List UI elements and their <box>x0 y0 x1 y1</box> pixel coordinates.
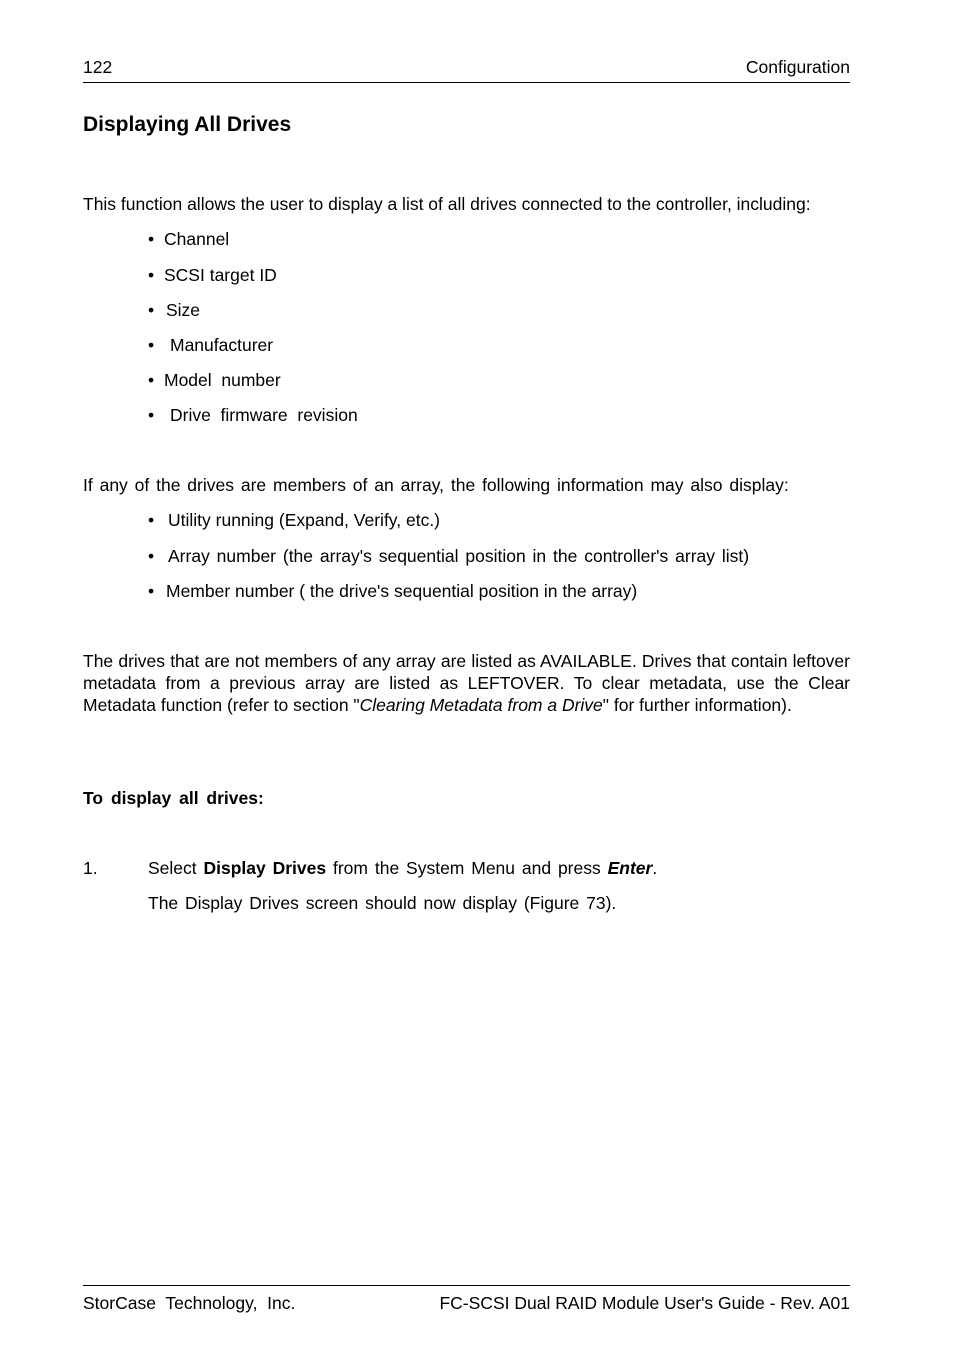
step-number: 1. <box>83 858 98 878</box>
header-divider <box>83 82 850 83</box>
list-item: • Size <box>148 300 201 320</box>
list-item: • Drive firmware revision <box>148 405 358 425</box>
bullet-icon: • <box>148 300 155 320</box>
bullet-icon: • <box>148 265 155 285</box>
page-number: 122 <box>83 57 113 77</box>
footer-company: StorCase Technology, Inc. <box>83 1293 296 1313</box>
bullet-icon: • <box>148 581 155 601</box>
bullet-icon: • <box>148 229 155 249</box>
bullet-icon: • <box>148 546 155 566</box>
page-title: Displaying All Drives <box>83 113 292 136</box>
footer-divider <box>83 1285 850 1286</box>
list-item: • Member number ( the drive's sequential position in the array) <box>148 581 638 601</box>
intro-paragraph: This function allows the user to display a list of all drives connected to the controller, including: <box>83 194 811 214</box>
array-intro-paragraph: If any of the drives are members of an array, the following information may also display: <box>83 475 789 495</box>
bullet-icon: • <box>148 510 155 530</box>
list-item: • Utility running (Expand, Verify, etc.) <box>148 510 441 530</box>
procedure-heading: To display all drives: <box>83 788 264 808</box>
list-item: • Array number (the array's sequential position in the controller's array list) <box>148 546 750 566</box>
list-item: • Manufacturer <box>148 335 274 355</box>
footer-document-title: FC-SCSI Dual RAID Module User's Guide - Rev. A01 <box>439 1293 850 1313</box>
bullet-icon: • <box>148 335 155 355</box>
step-text: Select Display Drives from the System Menu and press Enter. <box>148 858 658 878</box>
bullet-icon: • <box>148 405 155 425</box>
list-item: • SCSI target ID <box>148 265 277 285</box>
list-item: • Channel <box>148 229 230 249</box>
bullet-icon: • <box>148 370 155 390</box>
list-item: • Model number <box>148 370 281 390</box>
available-paragraph: The drives that are not members of any array are listed as AVAILABLE. Drives that contain leftover metadata from a previous array are listed as LEFTOVER. To clear metadata, use the Clear Metadata function (refer to section "Clearing Metadata from a Drive" for further information). <box>83 651 850 715</box>
section-title: Configuration <box>745 57 850 77</box>
step-note: The Display Drives screen should now display (Figure 73). <box>148 893 617 913</box>
